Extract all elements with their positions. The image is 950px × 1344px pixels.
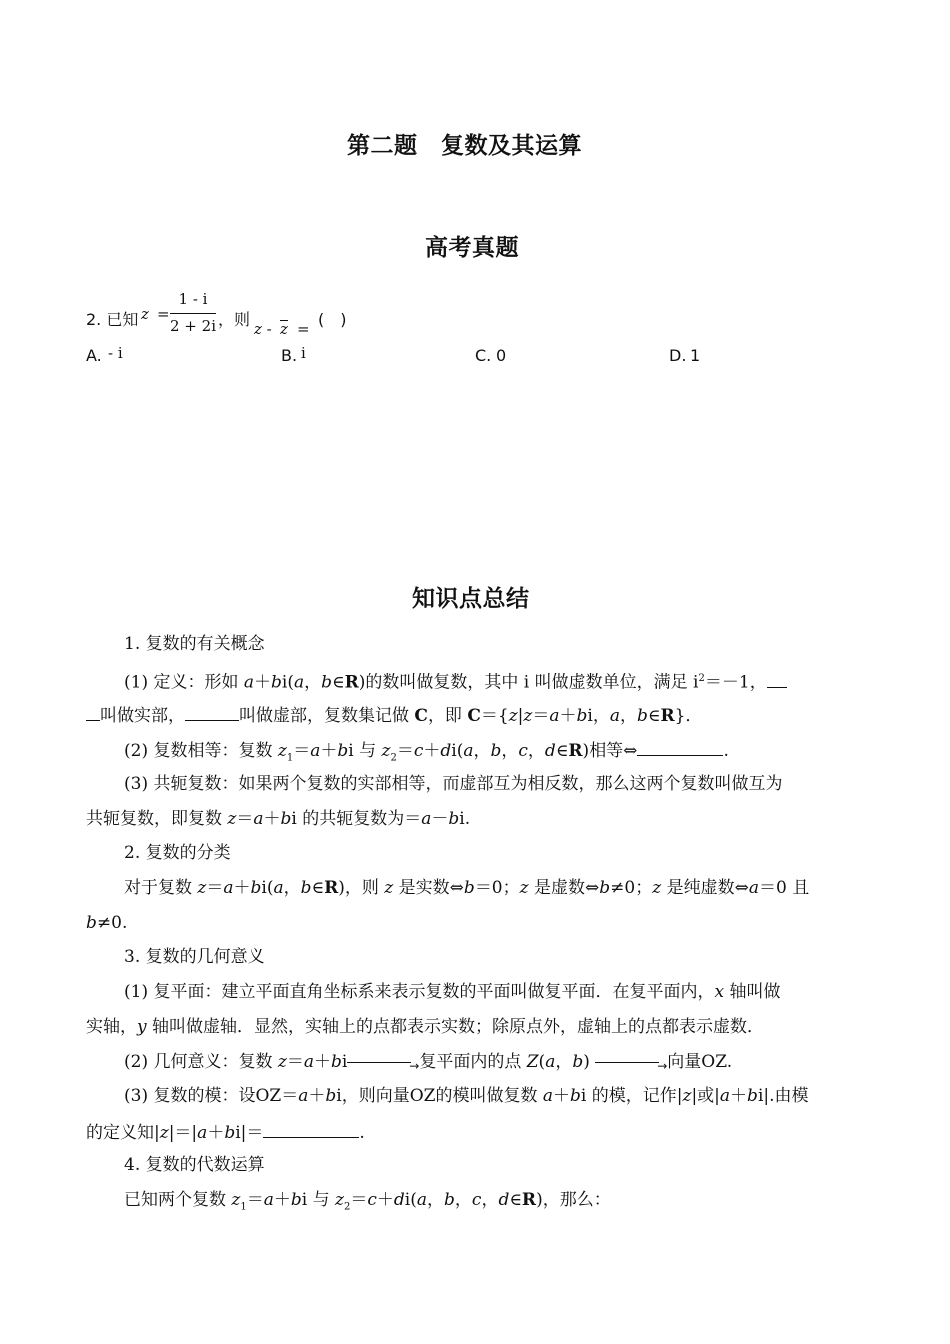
s3-title: 3. 复数的几何意义 — [124, 947, 265, 967]
s3-modulus-line2: 的定义知|z|＝|a＋bi|＝ . — [86, 1123, 365, 1143]
fraction-bar — [170, 313, 216, 314]
blank-modulus-formula[interactable] — [263, 1121, 359, 1138]
option-a-letter: A. — [86, 346, 102, 365]
s1-conjugate-line1: (3) 共轭复数：如果两个复数的实部相等，而虚部互为相反数，那么这两个复数叫做互为 — [124, 774, 783, 794]
section-heading-real-questions: 高考真题 — [425, 235, 519, 261]
question-prefix: 2. 已知 — [86, 310, 139, 329]
main-title: 第二题 复数及其运算 — [347, 133, 582, 159]
blank-real-part-cont[interactable] — [86, 704, 100, 721]
question-eq: = — [157, 305, 170, 323]
blank-real-part[interactable] — [767, 671, 787, 688]
s1-title: 1. 复数的有关概念 — [124, 634, 265, 654]
s1-definition-line2: 叫做实部， 叫做虚部，复数集记做 C，即 C＝{z|z＝a＋bi，a，b∈R}． — [86, 704, 702, 726]
question-answer-paren: ( ) — [318, 310, 347, 329]
option-d-value: 1 — [690, 346, 701, 365]
option-c-letter: C. — [475, 346, 492, 365]
correspondence-arrow-icon: → — [347, 1057, 419, 1069]
fraction-numerator: 1 - i — [178, 290, 208, 308]
option-c-value: 0 — [496, 346, 507, 365]
blank-imag-part[interactable] — [185, 704, 239, 721]
s1-conjugate-line2: 共轭复数，即复数 z＝a＋bi 的共轭复数为＝a－bi. — [86, 809, 471, 829]
question-z: z — [141, 305, 149, 323]
s2-line2: b≠0. — [86, 913, 128, 933]
option-a-value: - i — [108, 344, 123, 362]
s2-title: 2. 复数的分类 — [124, 843, 231, 863]
s4-title: 4. 复数的代数运算 — [124, 1155, 265, 1175]
option-d-letter: D. — [669, 346, 687, 365]
s1-definition-line1: (1) 定义：形如 a＋bi(a，b∈R)的数叫做复数，其中 i 叫做虚数单位，满足 $i^2=-1$， — [124, 669, 787, 693]
section-heading-knowledge-summary: 知识点总结 — [412, 586, 530, 612]
s4-line1: 已知两个复数 $z_1=a+bi$ 与 $z_2=c+di(a$，b，c，d∈R)，那么： — [124, 1190, 611, 1213]
s3-geometric-meaning: (2) 几何意义：复数 z＝a＋bi → 复平面内的点 Z(a，b) → 向量OZ. — [124, 1052, 733, 1073]
fraction-denominator: 2 + 2i — [170, 317, 216, 335]
question-equals: = — [297, 320, 310, 338]
s1-equality: (2) 复数相等：复数 $z_1=a+bi$ 与 $z_2=c+di(a$，b，c，d∈R)相等⇔ . — [124, 741, 729, 764]
correspondence-arrow-icon: → — [595, 1057, 667, 1069]
question-then: ，则 — [218, 310, 251, 329]
s3-plane-line2: 实轴，y 轴叫做虚轴．显然，实轴上的点都表示实数；除原点外，虚轴上的点都表示虚数． — [86, 1017, 765, 1037]
option-b-letter: B. — [281, 346, 298, 365]
option-b-value: i — [301, 344, 306, 362]
blank-equality-condition[interactable] — [637, 739, 723, 756]
s2-line1: 对于复数 z＝a＋bi(a，b∈R)，则 z 是实数⇔b＝0；z 是虚数⇔b≠0；z 是纯虚数⇔a＝0 且 — [124, 878, 810, 898]
s3-plane-line1: (1) 复平面：建立平面直角坐标系来表示复数的平面叫做复平面．在复平面内，x 轴叫做 — [124, 982, 781, 1002]
s3-modulus-line1: (3) 复数的模：设OZ＝a＋bi，则向量OZ的模叫做复数 a＋bi 的模，记作|z|或|a＋bi|.由模 — [124, 1086, 809, 1106]
question-z-minus: z - — [254, 320, 272, 338]
question-z-bar: z — [280, 320, 288, 338]
